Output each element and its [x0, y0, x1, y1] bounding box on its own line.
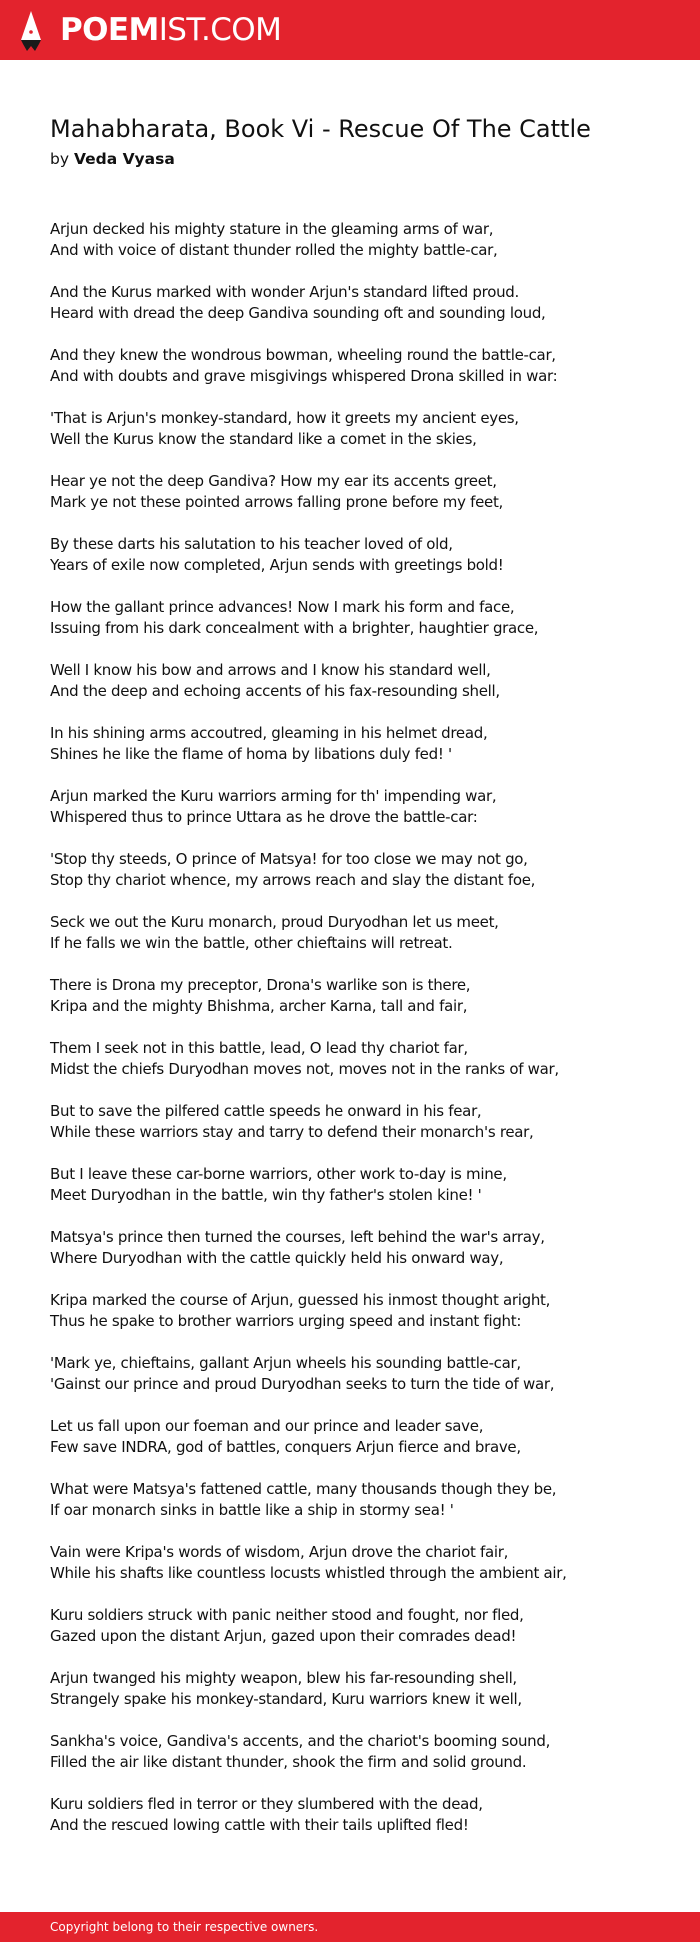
poem-line: Years of exile now completed, Arjun sends with greetings bold!: [50, 556, 504, 574]
poem-line: Well the Kurus know the standard like a comet in the skies,: [50, 430, 477, 448]
stanza: [50, 1164, 670, 1206]
stanza: [50, 1353, 670, 1395]
stanza: [50, 597, 670, 639]
poem-line: 'That is Arjun's monkey-standard, how it greets my ancient eyes,: [50, 409, 519, 427]
stanza: [50, 975, 670, 1017]
poem-line: Seck we out the Kuru monarch, proud Duryodhan let us meet,: [50, 913, 499, 931]
stanza: [50, 408, 670, 450]
stanza: [50, 345, 670, 387]
poem-line: Issuing from his dark concealment with a brighter, haughtier grace,: [50, 619, 539, 637]
poem-line: 'Mark ye, chieftains, gallant Arjun wheels his sounding battle-car,: [50, 1354, 521, 1372]
stanza: [50, 1479, 670, 1521]
copyright-text: Copyright belong to their respective owners.: [50, 1920, 319, 1934]
author-name: Veda Vyasa: [73, 150, 175, 168]
poem-line: Filled the air like distant thunder, shook the firm and solid ground.: [50, 1753, 527, 1771]
poem-line: While these warriors stay and tarry to defend their monarch's rear,: [50, 1123, 534, 1141]
stanza: [50, 219, 670, 261]
poem-line: But to save the pilfered cattle speeds he onward in his fear,: [50, 1102, 482, 1120]
poem-line: Midst the chiefs Duryodhan moves not, moves not in the ranks of war,: [50, 1060, 559, 1078]
poem-line: Vain were Kripa's words of wisdom, Arjun drove the chariot fair,: [50, 1543, 509, 1561]
stanza: [50, 282, 670, 324]
poem-line: But I leave these car-borne warriors, other work to-day is mine,: [50, 1165, 507, 1183]
poem-line: Hear ye not the deep Gandiva? How my ear its accents greet,: [50, 472, 497, 490]
stanza: [50, 1416, 670, 1458]
stanza: [50, 912, 670, 954]
poem-line: Kripa marked the course of Arjun, guessed his inmost thought aright,: [50, 1291, 551, 1309]
poem-line: Kuru soldiers struck with panic neither stood and fought, nor fled,: [50, 1606, 524, 1624]
poem-line: While his shafts like countless locusts whistled through the ambient air,: [50, 1564, 567, 1582]
poem-line: Few save INDRA, god of battles, conquers Arjun fierce and brave,: [50, 1438, 521, 1456]
poem-line: Heard with dread the deep Gandiva sounding oft and sounding loud,: [50, 304, 546, 322]
poem-line: Kuru soldiers fled in terror or they slumbered with the dead,: [50, 1795, 483, 1813]
by-label: by: [50, 150, 70, 168]
poem-line: Gazed upon the distant Arjun, gazed upon their comrades dead!: [50, 1627, 517, 1645]
poem-line: Stop thy chariot whence, my arrows reach and slay the distant foe,: [50, 871, 536, 889]
poem-line: If he falls we win the battle, other chieftains will retreat.: [50, 934, 453, 952]
site-footer: [0, 1912, 700, 1942]
poem-line: Whispered thus to prince Uttara as he drove the battle-car:: [50, 808, 478, 826]
poem-line: Mark ye not these pointed arrows falling prone before my feet,: [50, 493, 504, 511]
stanza: [50, 534, 670, 576]
site-header: [0, 0, 700, 60]
poem-line: There is Drona my preceptor, Drona's warlike son is there,: [50, 976, 471, 994]
poem-line: Thus he spake to brother warriors urging speed and instant fight:: [50, 1312, 522, 1330]
stanza: [50, 1794, 670, 1836]
poem-body: [50, 219, 670, 1857]
poem-line: And with voice of distant thunder rolled the mighty battle-car,: [50, 241, 498, 259]
poem-line: What were Matsya's fattened cattle, many thousands though they be,: [50, 1480, 557, 1498]
logo-bold-part: POEM: [60, 12, 159, 48]
poem-line: 'Stop thy steeds, O prince of Matsya! for too close we may not go,: [50, 850, 528, 868]
logo-rest-part: IST.COM: [158, 12, 282, 48]
poem-line: Kripa and the mighty Bhishma, archer Karna, tall and fair,: [50, 997, 468, 1015]
poem-line: Where Duryodhan with the cattle quickly held his onward way,: [50, 1249, 504, 1267]
poem-line: Arjun decked his mighty stature in the gleaming arms of war,: [50, 220, 494, 238]
poem-line: Let us fall upon our foeman and our prince and leader save,: [50, 1417, 484, 1435]
poem-line: And with doubts and grave misgivings whispered Drona skilled in war:: [50, 367, 558, 385]
poem-line: And they knew the wondrous bowman, wheeling round the battle-car,: [50, 346, 556, 364]
poem-line: Matsya's prince then turned the courses, left behind the war's array,: [50, 1228, 545, 1246]
stanza: [50, 1731, 670, 1773]
stanza: [50, 1227, 670, 1269]
quill-pen-icon[interactable]: [18, 10, 44, 52]
stanza: [50, 471, 670, 513]
poem-line: Sankha's voice, Gandiva's accents, and the chariot's booming sound,: [50, 1732, 551, 1750]
stanza: [50, 786, 670, 828]
stanza: [50, 1668, 670, 1710]
poem-line: If oar monarch sinks in battle like a ship in stormy sea! ': [50, 1501, 454, 1519]
stanza: [50, 723, 670, 765]
byline: [50, 149, 175, 169]
poem-line: And the Kurus marked with wonder Arjun's standard lifted proud.: [50, 283, 519, 301]
stanza: [50, 1542, 670, 1584]
stanza: [50, 660, 670, 702]
poem-line: Them I seek not in this battle, lead, O lead thy chariot far,: [50, 1039, 468, 1057]
stanza: [50, 849, 670, 891]
poem-line: Arjun twanged his mighty weapon, blew his far-resounding shell,: [50, 1669, 517, 1687]
stanza: [50, 1290, 670, 1332]
poem-line: Arjun marked the Kuru warriors arming for th' impending war,: [50, 787, 497, 805]
poem-line: Well I know his bow and arrows and I know his standard well,: [50, 661, 491, 679]
stanza: [50, 1101, 670, 1143]
poem-line: And the deep and echoing accents of his fax-resounding shell,: [50, 682, 500, 700]
poem-line: 'Gainst our prince and proud Duryodhan seeks to turn the tide of war,: [50, 1375, 555, 1393]
poem-line: In his shining arms accoutred, gleaming in his helmet dread,: [50, 724, 488, 742]
poem-line: How the gallant prince advances! Now I mark his form and face,: [50, 598, 515, 616]
site-logo[interactable]: [60, 12, 281, 48]
stanza: [50, 1038, 670, 1080]
poem-line: By these darts his salutation to his teacher loved of old,: [50, 535, 453, 553]
poem-line: Shines he like the flame of homa by libations duly fed! ': [50, 745, 452, 763]
stanza: [50, 1605, 670, 1647]
poem-title: Mahabharata, Book Vi - Rescue Of The Cattle: [50, 115, 591, 143]
poem-line: Meet Duryodhan in the battle, win thy father's stolen kine! ': [50, 1186, 482, 1204]
poem-line: And the rescued lowing cattle with their tails uplifted fled!: [50, 1816, 469, 1834]
poem-line: Strangely spake his monkey-standard, Kuru warriors knew it well,: [50, 1690, 522, 1708]
